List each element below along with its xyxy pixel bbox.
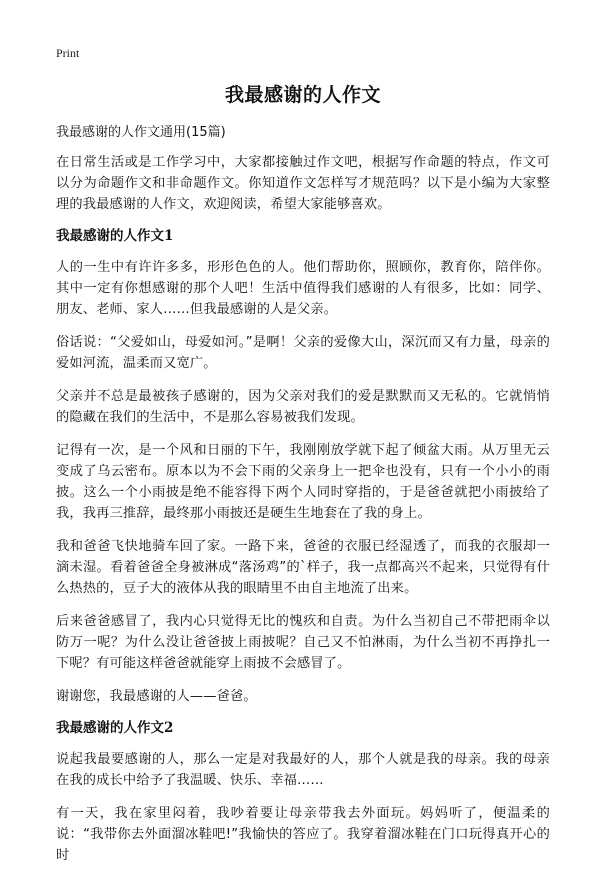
paragraph: 人的一生中有许许多多，形形色色的人。他们帮助你，照顾你，教育你，陪伴你。其中一定有你想感谢的那个人吧！生活中值得我们感谢的人有很多，比如：同学、朋友、老师、家人……但我最感谢的人是父亲。 [56, 260, 550, 317]
print-link[interactable]: Print [56, 46, 80, 60]
article-title: 我最感谢的人作文 [224, 84, 381, 106]
paragraph: 谢谢您，我最感谢的人——爸爸。 [56, 689, 257, 704]
paragraph: 后来爸爸感冒了，我内心只觉得无比的愧疚和自责。为什么当初自己不带把雨伞以防万一呢？为什么没让爸爸披上雨披呢？自己又不怕淋雨，为什么当初不再挣扎一下呢？有可能这样爸爸就能穿上雨披不会感冒了。 [56, 614, 550, 671]
intro-paragraph: 在日常生活或是工作学习中，大家都接触过作文吧，根据写作命题的特点，作文可以分为命题作文和非命题作文。你知道作文怎样写才规范吗？以下是小编为大家整理的我最感谢的人作文，欢迎阅读，希望大家能够喜欢。 [56, 155, 550, 212]
article-subtitle: 我最感谢的人作文通用(15篇) [56, 125, 226, 140]
paragraph: 父亲并不总是最被孩子感谢的，因为父亲对我们的爱是默默而又无私的。它就悄悄的隐藏在我们的生活中，不是那么容易被我们发现。 [56, 389, 550, 425]
section-heading: 我最感谢的人作文2 [56, 720, 174, 736]
section-heading: 我最感谢的人作文1 [56, 228, 174, 244]
paragraph: 有一天，我在家里闷着，我吵着要让母亲带我去外面玩。妈妈听了，便温柔的说：“我带你去外面溜冰鞋吧!”我愉快的答应了。我穿着溜冰鞋在门口玩得真开心的时 [56, 806, 550, 863]
article [56, 80, 550, 878]
paragraph: 记得有一次，是一个风和日丽的下午，我刚刚放学就下起了倾盆大雨。从万里无云变成了乌云密布。原本以为不会下雨的父亲身上一把伞也没有，只有一个小小的雨披。这么一个小雨披是绝不能容得下两个人同时穿指的，于是爸爸就把小雨披给了我，我再三推辞，最终那小雨披还是硬生生地套在了我的身上。 [56, 443, 550, 521]
paragraph: 俗话说：“父爱如山，母爱如河。”是啊！父亲的爱像大山，深沉而又有力量，母亲的爱如河流，温柔而又宽广。 [56, 335, 550, 371]
paragraph: 我和爸爸飞快地骑车回了家。一路下来，爸爸的衣服已经湿透了，而我的衣服却一滴未湿。看着爸爸全身被淋成“落汤鸡”的`样子，我一点都高兴不起来，只觉得有什么热热的，豆子大的液体从我的眼睛里不由自主地流了出来。 [56, 539, 550, 596]
paragraph: 说起我最要感谢的人，那么一定是对我最好的人，那个人就是我的母亲。我的母亲在我的成长中给予了我温暖、快乐、幸福…… [56, 752, 550, 788]
